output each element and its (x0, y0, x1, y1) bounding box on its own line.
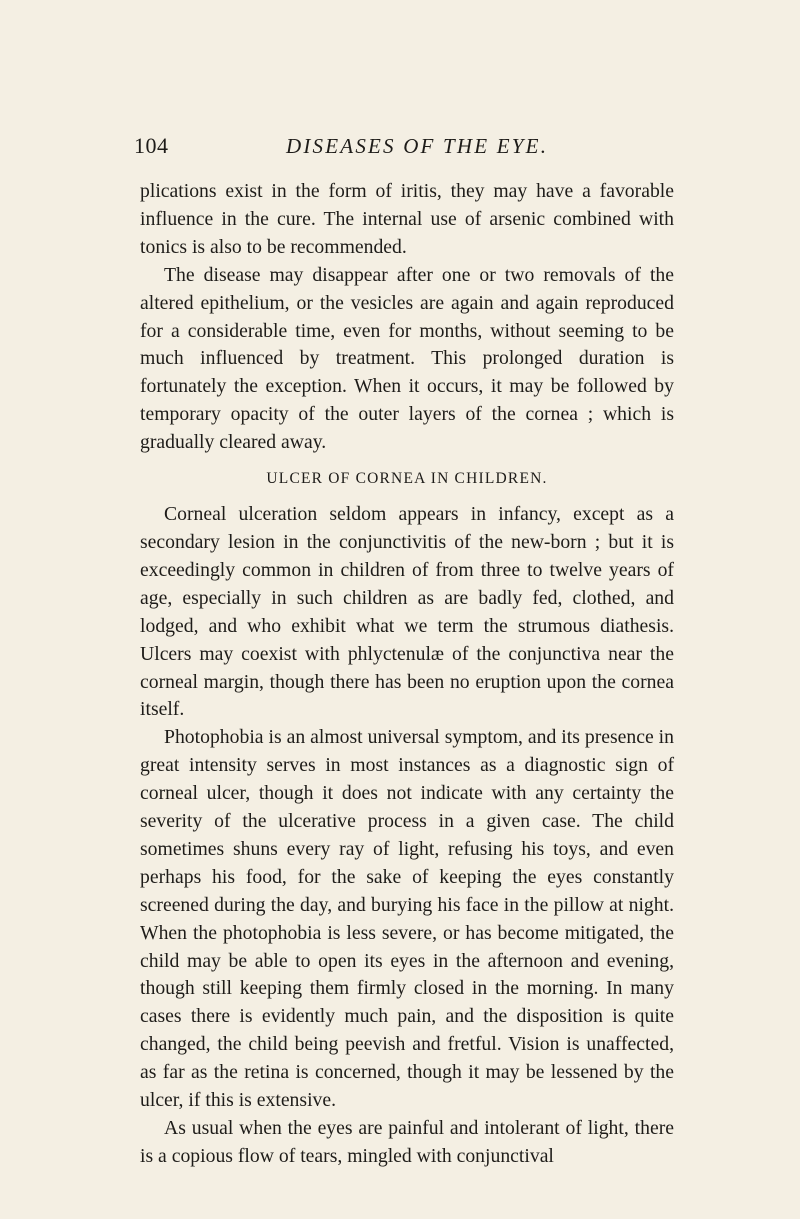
page-number: 104 (134, 133, 169, 158)
body-text (140, 178, 674, 1171)
paragraph: Corneal ulceration seldom appears in infancy, except as a secondary lesion in the conjunctivitis of the new-born ; but it is exceedingly common in children of from three to twelve years of age, especially in such children as are badly fed, clothed, and lodged, and who exhibit what we term the strumous diathesis. Ulcers may coexist with phlyctenulæ of the conjunctiva near the corneal margin, though there has been no eruption upon the cornea itself. (140, 503, 674, 721)
paragraph: The disease may disappear after one or two removals of the altered epithelium, or the vesicles are again and again reproduced for a considerable time, even for months, without seeming to be much influenced by treatment. This prolonged duration is fortunately the exception. When it occurs, it may be followed by temporary opacity of the outer layers of the cornea ; which is gradually cleared away. (140, 263, 674, 454)
paragraph-continued: plications exist in the form of iritis, they may have a favorable influence in the cure. The internal use of arsenic combined with tonics is also to be recommended. (140, 180, 674, 258)
section-heading: ULCER OF CORNEA IN CHILDREN. (266, 470, 548, 488)
paragraph: Photophobia is an almost universal symptom, and its presence in great intensity serves in most instances as a diagnostic sign of corneal ulcer, though it does not indicate with any certainty the severity of the ulcerative process in a given case. The child sometimes shuns every ray of light, refusing his toys, and even perhaps his food, for the sake of keeping the eyes constantly screened during the day, and burying his face in the pillow at night. When the photophobia is less severe, or has become mitigated, the child may be able to open its eyes in the afternoon and evening, though still keeping them firmly closed in the morning. In many cases there is evidently much pain, and the disposition is quite changed, the child being peevish and fretful. Vision is unaffected, as far as the retina is concerned, though it may be lessened by the ulcer, if this is extensive. (140, 726, 674, 1112)
page-header (134, 131, 680, 165)
paragraph: As usual when the eyes are painful and intolerant of light, there is a copious flow of tears, mingled with conjunctival (140, 1117, 674, 1167)
running-title: DISEASES OF THE EYE. (286, 134, 549, 158)
